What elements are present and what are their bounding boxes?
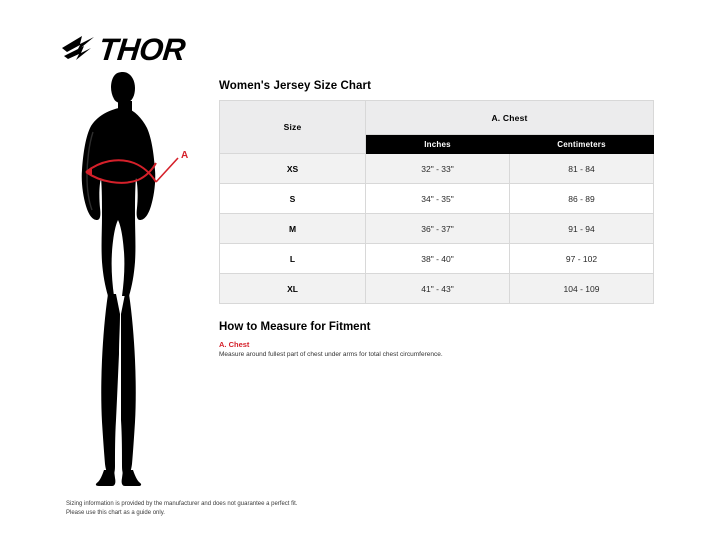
cell-size-xl: XL — [220, 274, 366, 304]
figure-illustration — [52, 70, 202, 490]
table-row — [220, 214, 654, 244]
table-row — [220, 184, 654, 214]
cell-inches-s: 34" - 35" — [366, 184, 510, 214]
fitment-label-chest: A. Chest — [219, 340, 250, 349]
fitment-title: How to Measure for Fitment — [219, 321, 371, 333]
size-chart-table — [219, 100, 654, 304]
cell-size-s: S — [220, 184, 366, 214]
figure-marker-label: A — [181, 150, 189, 161]
cell-size-l: L — [220, 244, 366, 274]
cell-size-m: M — [220, 214, 366, 244]
cell-cm-xs: 81 - 84 — [510, 154, 654, 184]
column-header-inches: Inches — [366, 135, 510, 154]
column-header-centimeters: Centimeters — [510, 135, 654, 154]
cell-inches-l: 38" - 40" — [366, 244, 510, 274]
brand-name: THOR — [97, 31, 187, 67]
table-row — [220, 244, 654, 274]
cell-inches-m: 36" - 37" — [366, 214, 510, 244]
cell-cm-m: 91 - 94 — [510, 214, 654, 244]
footer-line-2: Please use this chart as a guide only. — [66, 510, 165, 517]
table-header-row-group — [220, 101, 654, 135]
footer-disclaimer — [66, 500, 386, 519]
brand-logo — [60, 30, 185, 68]
page-title: Women's Jersey Size Chart — [219, 80, 372, 92]
column-header-size: Size — [220, 101, 366, 154]
female-body-silhouette-icon — [82, 72, 156, 486]
thor-arrow-logo-icon — [60, 34, 98, 64]
table-row — [220, 154, 654, 184]
cell-cm-l: 97 - 102 — [510, 244, 654, 274]
cell-inches-xs: 32" - 33" — [366, 154, 510, 184]
cell-inches-xl: 41" - 43" — [366, 274, 510, 304]
chart-content — [219, 80, 663, 360]
cell-cm-s: 86 - 89 — [510, 184, 654, 214]
footer-line-1: Sizing information is provided by the manufacturer and does not guarantee a perfect fit. — [66, 501, 298, 507]
table-row — [220, 274, 654, 304]
column-header-chest: A. Chest — [366, 101, 654, 135]
cell-cm-xl: 104 - 109 — [510, 274, 654, 304]
cell-size-xs: XS — [220, 154, 366, 184]
fitment-description: Measure around fullest part of chest under arms for total chest circumference. — [219, 351, 443, 358]
